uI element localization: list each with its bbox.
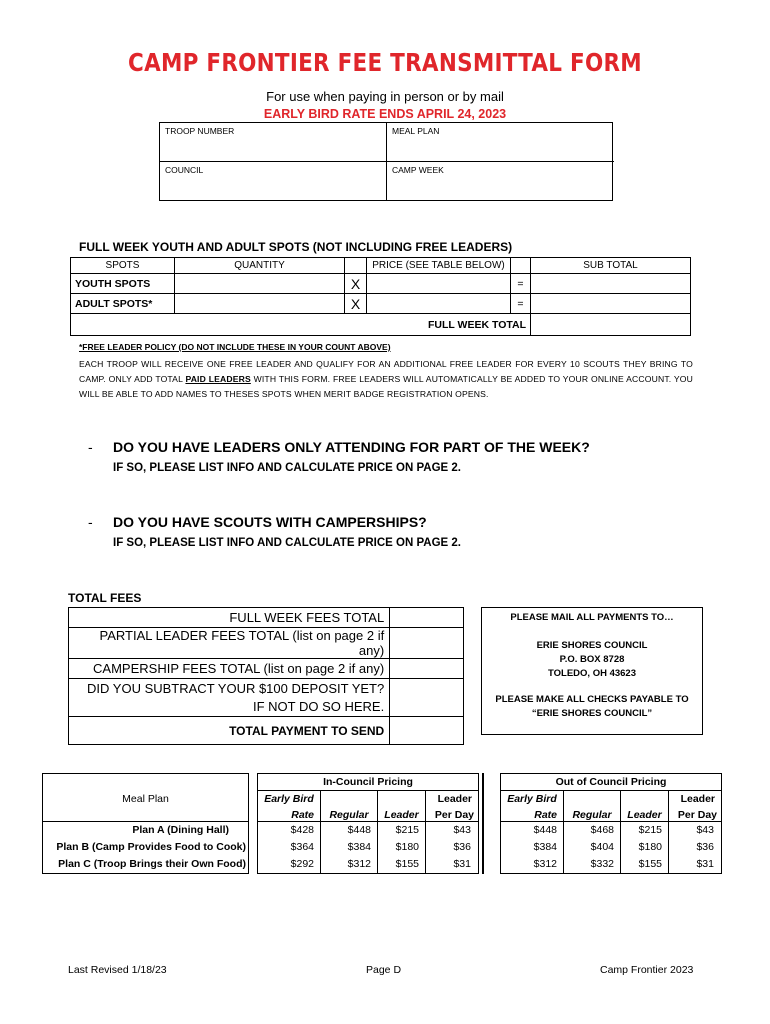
price-cell: $384	[347, 841, 371, 853]
partial-leader-fees-field[interactable]	[390, 628, 464, 659]
checks-payable-name: “ERIE SHORES COUNCIL”	[531, 708, 653, 719]
plan-a-name: Plan A (Dining Hall)	[132, 824, 229, 836]
total-payment-field[interactable]	[390, 717, 464, 745]
checks-payable-line: PLEASE MAKE ALL CHECKS PAYABLE TO	[495, 694, 689, 705]
troop-number-field[interactable]	[160, 123, 387, 162]
price-cell: $292	[290, 858, 314, 870]
council-label: COUNCIL	[165, 165, 204, 175]
partial-leader-fees-label: PARTIAL LEADER FEES TOTAL (list on page 2 if any)	[69, 628, 390, 659]
adult-spots-row	[71, 294, 691, 314]
form-subtitle: For use when paying in person or by mail	[266, 89, 504, 104]
meal-plan-label: MEAL PLAN	[392, 126, 440, 136]
price-cell: $428	[290, 824, 314, 836]
fee-row	[69, 679, 464, 717]
troop-number-label: TROOP NUMBER	[165, 126, 235, 136]
multiply-sign: X	[345, 294, 367, 314]
early-bird-notice: EARLY BIRD RATE ENDS APRIL 24, 2023	[263, 107, 507, 121]
price-cell: $36	[696, 841, 714, 853]
in-leader-per-day-header: Leader	[437, 793, 472, 805]
price-col-header: PRICE (SEE TABLE BELOW)	[367, 258, 511, 274]
in-per-day-header: Per Day	[434, 809, 474, 821]
youth-spots-label: YOUTH SPOTS	[71, 274, 175, 294]
out-rate-header: Rate	[534, 809, 557, 821]
question-partial-week: DO YOU HAVE LEADERS ONLY ATTENDING FOR PART OF THE WEEK?	[113, 439, 590, 455]
price-cell: $384	[533, 841, 557, 853]
question-partial-week-instruction: IF SO, PLEASE LIST INFO AND CALCULATE PRICE ON PAGE 2.	[113, 462, 462, 474]
price-cell: $215	[395, 824, 419, 836]
price-cell: $448	[347, 824, 371, 836]
price-cell: $448	[533, 824, 557, 836]
price-cell: $155	[638, 858, 662, 870]
in-leader-header: Leader	[384, 809, 419, 821]
meal-plan-header: Meal Plan	[122, 793, 169, 805]
in-regular-header: Regular	[329, 809, 369, 821]
adult-subtotal-field[interactable]	[531, 294, 691, 314]
free-leader-policy-title: *FREE LEADER POLICY (DO NOT INCLUDE THESE IN YOUR COUNT ABOVE)	[79, 342, 391, 352]
price-cell: $215	[638, 824, 662, 836]
total-fees-table	[68, 607, 464, 745]
price-cell: $31	[453, 858, 471, 870]
youth-spots-row	[71, 274, 691, 294]
troop-info-box	[159, 122, 613, 201]
out-leader-per-day-header: Leader	[680, 793, 715, 805]
question-bullet: -	[88, 514, 93, 530]
form-title: CAMP FRONTIER FEE TRANSMITTAL FORM	[128, 48, 642, 77]
deposit-field[interactable]	[390, 679, 464, 717]
footer-brand: Camp Frontier 2023	[600, 964, 694, 976]
question-camperships: DO YOU HAVE SCOUTS WITH CAMPERSHIPS?	[113, 514, 427, 530]
spots-header-row	[71, 258, 691, 274]
in-rate-header: Rate	[291, 809, 314, 821]
mail-po-box: P.O. BOX 8728	[559, 654, 625, 665]
youth-quantity-field[interactable]	[175, 274, 345, 294]
out-leader-header: Leader	[627, 809, 662, 821]
quantity-col-header: QUANTITY	[175, 258, 345, 274]
eq-col-header	[511, 258, 531, 274]
adult-spots-label: ADULT SPOTS*	[71, 294, 175, 314]
youth-subtotal-field[interactable]	[531, 274, 691, 294]
total-payment-label: TOTAL PAYMENT TO SEND	[69, 717, 390, 745]
price-cell: $312	[347, 858, 371, 870]
price-cell: $43	[696, 824, 714, 836]
campership-fees-field[interactable]	[390, 659, 464, 679]
out-council-header: Out of Council Pricing	[555, 776, 667, 788]
out-regular-header: Regular	[572, 809, 612, 821]
fee-row	[69, 608, 464, 628]
price-cell: $312	[533, 858, 557, 870]
adult-quantity-field[interactable]	[175, 294, 345, 314]
full-week-total-row	[71, 314, 691, 336]
mailing-info-box	[481, 607, 703, 735]
full-week-total-field[interactable]	[531, 314, 691, 336]
x-col-header	[345, 258, 367, 274]
fee-row	[69, 628, 464, 659]
deposit-label: DID YOU SUBTRACT YOUR $100 DEPOSIT YET? IF NOT DO SO HERE.	[69, 679, 390, 717]
price-cell: $180	[395, 841, 419, 853]
plan-c-name: Plan C (Troop Brings their Own Food)	[58, 858, 246, 870]
price-cell: $31	[696, 858, 714, 870]
price-cell: $43	[453, 824, 471, 836]
free-leader-policy-text: EACH TROOP WILL RECEIVE ONE FREE LEADER AND QUALIFY FOR AN ADDITIONAL FREE LEADER FOR EVERY 10 SCOUTS THEY BRING TO CAMP. ONLY ADD TOTAL PAID LEADERS WITH THIS FORM. FREE LEADERS WILL AUTOMATICALLY BE ADDED TO YOUR ONLINE ACCOUNT. YOU WILL BE ABLE TO ADD NAMES TO THESES SPOTS WHEN MERIT BADGE REGISTRATION OPENS.	[79, 359, 693, 399]
question-camperships-instruction: IF SO, PLEASE LIST INFO AND CALCULATE PRICE ON PAGE 2.	[113, 537, 462, 549]
fee-row	[69, 717, 464, 745]
spots-table	[70, 257, 691, 336]
camp-week-label: CAMP WEEK	[392, 165, 444, 175]
council-field[interactable]	[160, 162, 387, 201]
price-cell: $36	[453, 841, 471, 853]
plan-b-name: Plan B (Camp Provides Food to Cook)	[56, 841, 246, 853]
subtotal-col-header: SUB TOTAL	[531, 258, 691, 274]
full-week-fees-label: FULL WEEK FEES TOTAL	[69, 608, 390, 628]
out-per-day-header: Per Day	[677, 809, 717, 821]
campership-fees-label: CAMPERSHIP FEES TOTAL (list on page 2 if any)	[69, 659, 390, 679]
full-week-total-label: FULL WEEK TOTAL	[71, 314, 531, 336]
spots-heading: FULL WEEK YOUTH AND ADULT SPOTS (NOT INCLUDING FREE LEADERS)	[79, 240, 513, 254]
price-cell: $364	[290, 841, 314, 853]
equals-sign: =	[511, 274, 531, 294]
spots-col-header: SPOTS	[71, 258, 175, 274]
mail-council-name: ERIE SHORES COUNCIL	[536, 640, 648, 651]
camp-week-field[interactable]	[387, 162, 614, 201]
meal-plan-field[interactable]	[387, 123, 614, 162]
total-fees-heading: TOTAL FEES	[68, 591, 142, 605]
fee-row	[69, 659, 464, 679]
mail-city: TOLEDO, OH 43623	[548, 668, 636, 679]
out-early-bird-header: Early Bird	[507, 793, 557, 805]
full-week-fees-field[interactable]	[390, 608, 464, 628]
multiply-sign: X	[345, 274, 367, 294]
equals-sign: =	[511, 294, 531, 314]
page-number: Page D	[366, 964, 402, 976]
youth-price-field[interactable]	[367, 274, 511, 294]
in-early-bird-header: Early Bird	[264, 793, 314, 805]
question-bullet: -	[88, 439, 93, 455]
price-cell: $155	[395, 858, 419, 870]
paid-leaders-emphasis: PAID LEADERS	[185, 374, 251, 384]
adult-price-field[interactable]	[367, 294, 511, 314]
price-cell: $180	[638, 841, 662, 853]
price-cell: $332	[590, 858, 614, 870]
last-revised: Last Revised 1/18/23	[68, 964, 167, 976]
price-cell: $468	[590, 824, 614, 836]
mail-instruction: PLEASE MAIL ALL PAYMENTS TO…	[510, 612, 674, 623]
price-cell: $404	[590, 841, 614, 853]
in-council-header: In-Council Pricing	[323, 776, 413, 788]
